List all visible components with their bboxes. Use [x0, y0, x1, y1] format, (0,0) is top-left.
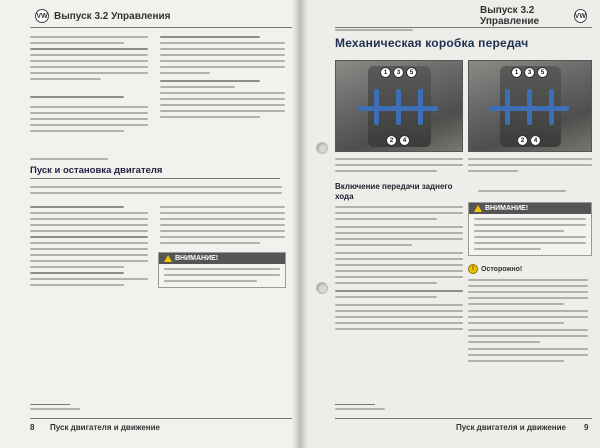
shift-arrow	[374, 89, 379, 125]
page-number: 9	[584, 423, 589, 432]
page-number: 8	[30, 423, 35, 432]
subheading-line	[30, 96, 148, 102]
caution-circle-icon: !	[468, 264, 478, 274]
section-title: Пуск и остановка двигателя	[30, 165, 280, 179]
text-block	[30, 36, 148, 84]
figure-caption	[468, 158, 592, 176]
gearbox-figure-right	[468, 60, 592, 152]
header-rule	[335, 27, 592, 28]
shift-arrow	[505, 89, 510, 125]
gear-badge: 3	[524, 67, 535, 78]
warning-bar	[469, 203, 591, 214]
gear-badge: 5	[537, 67, 548, 78]
gear-badge: 1	[511, 67, 522, 78]
text-block	[30, 206, 148, 290]
gear-badge: 4	[530, 135, 541, 146]
footer-text: Пуск двигателя и движение	[456, 423, 566, 432]
warning-box	[468, 202, 592, 256]
warning-box	[158, 252, 286, 288]
text-block	[160, 206, 285, 248]
text-block	[30, 106, 148, 136]
bullet-line	[478, 190, 588, 196]
gear-badge: 2	[386, 135, 397, 146]
warning-triangle-icon	[164, 255, 172, 262]
footnote-rule	[335, 404, 375, 405]
shift-arrow	[396, 89, 401, 125]
banner-label-line	[335, 29, 465, 35]
gear-badge: 1	[380, 67, 391, 78]
warning-label: ВНИМАНИЕ!	[485, 205, 529, 212]
gearbox-figure-left	[335, 60, 463, 152]
caution-label: Осторожно!	[481, 265, 523, 273]
header-rule	[30, 27, 292, 28]
right-header-label: Выпуск 3.2 Управление	[480, 5, 540, 27]
subsection-title: Включение передачи заднего хода	[335, 182, 453, 201]
caution-header	[468, 264, 592, 274]
shift-arrow	[418, 89, 423, 125]
footer-text: Пуск двигателя и движение	[50, 423, 160, 432]
vw-logo-icon: VW	[35, 9, 49, 23]
left-header-label: Выпуск 3.2 Управления	[54, 10, 171, 22]
book-gutter	[292, 0, 308, 448]
text-block	[160, 36, 285, 122]
gear-badge: 3	[393, 67, 404, 78]
footer-rule	[30, 418, 292, 419]
warning-label: ВНИМАНИЕ!	[175, 255, 219, 262]
caution-note	[468, 264, 592, 361]
warning-bar	[159, 253, 285, 264]
footnote	[30, 408, 80, 414]
footnote	[335, 408, 385, 414]
warning-triangle-icon	[474, 205, 482, 212]
shift-arrow	[549, 89, 554, 125]
text-block	[335, 206, 463, 334]
punch-hole	[316, 282, 328, 294]
figure-caption	[335, 158, 463, 176]
section-label-line	[30, 158, 160, 164]
intro-text	[30, 186, 282, 198]
right-page-header	[480, 6, 592, 26]
punch-hole	[316, 142, 328, 154]
footer-rule	[335, 418, 592, 419]
gear-badge: 4	[399, 135, 410, 146]
footnote-rule	[30, 404, 70, 405]
banner-title: Механическая коробка передач	[335, 36, 529, 50]
vw-logo-icon: VW	[574, 9, 587, 23]
left-page-header	[30, 6, 292, 26]
gear-badge: 2	[517, 135, 528, 146]
gear-badge: 5	[406, 67, 417, 78]
shift-arrow	[527, 89, 532, 125]
